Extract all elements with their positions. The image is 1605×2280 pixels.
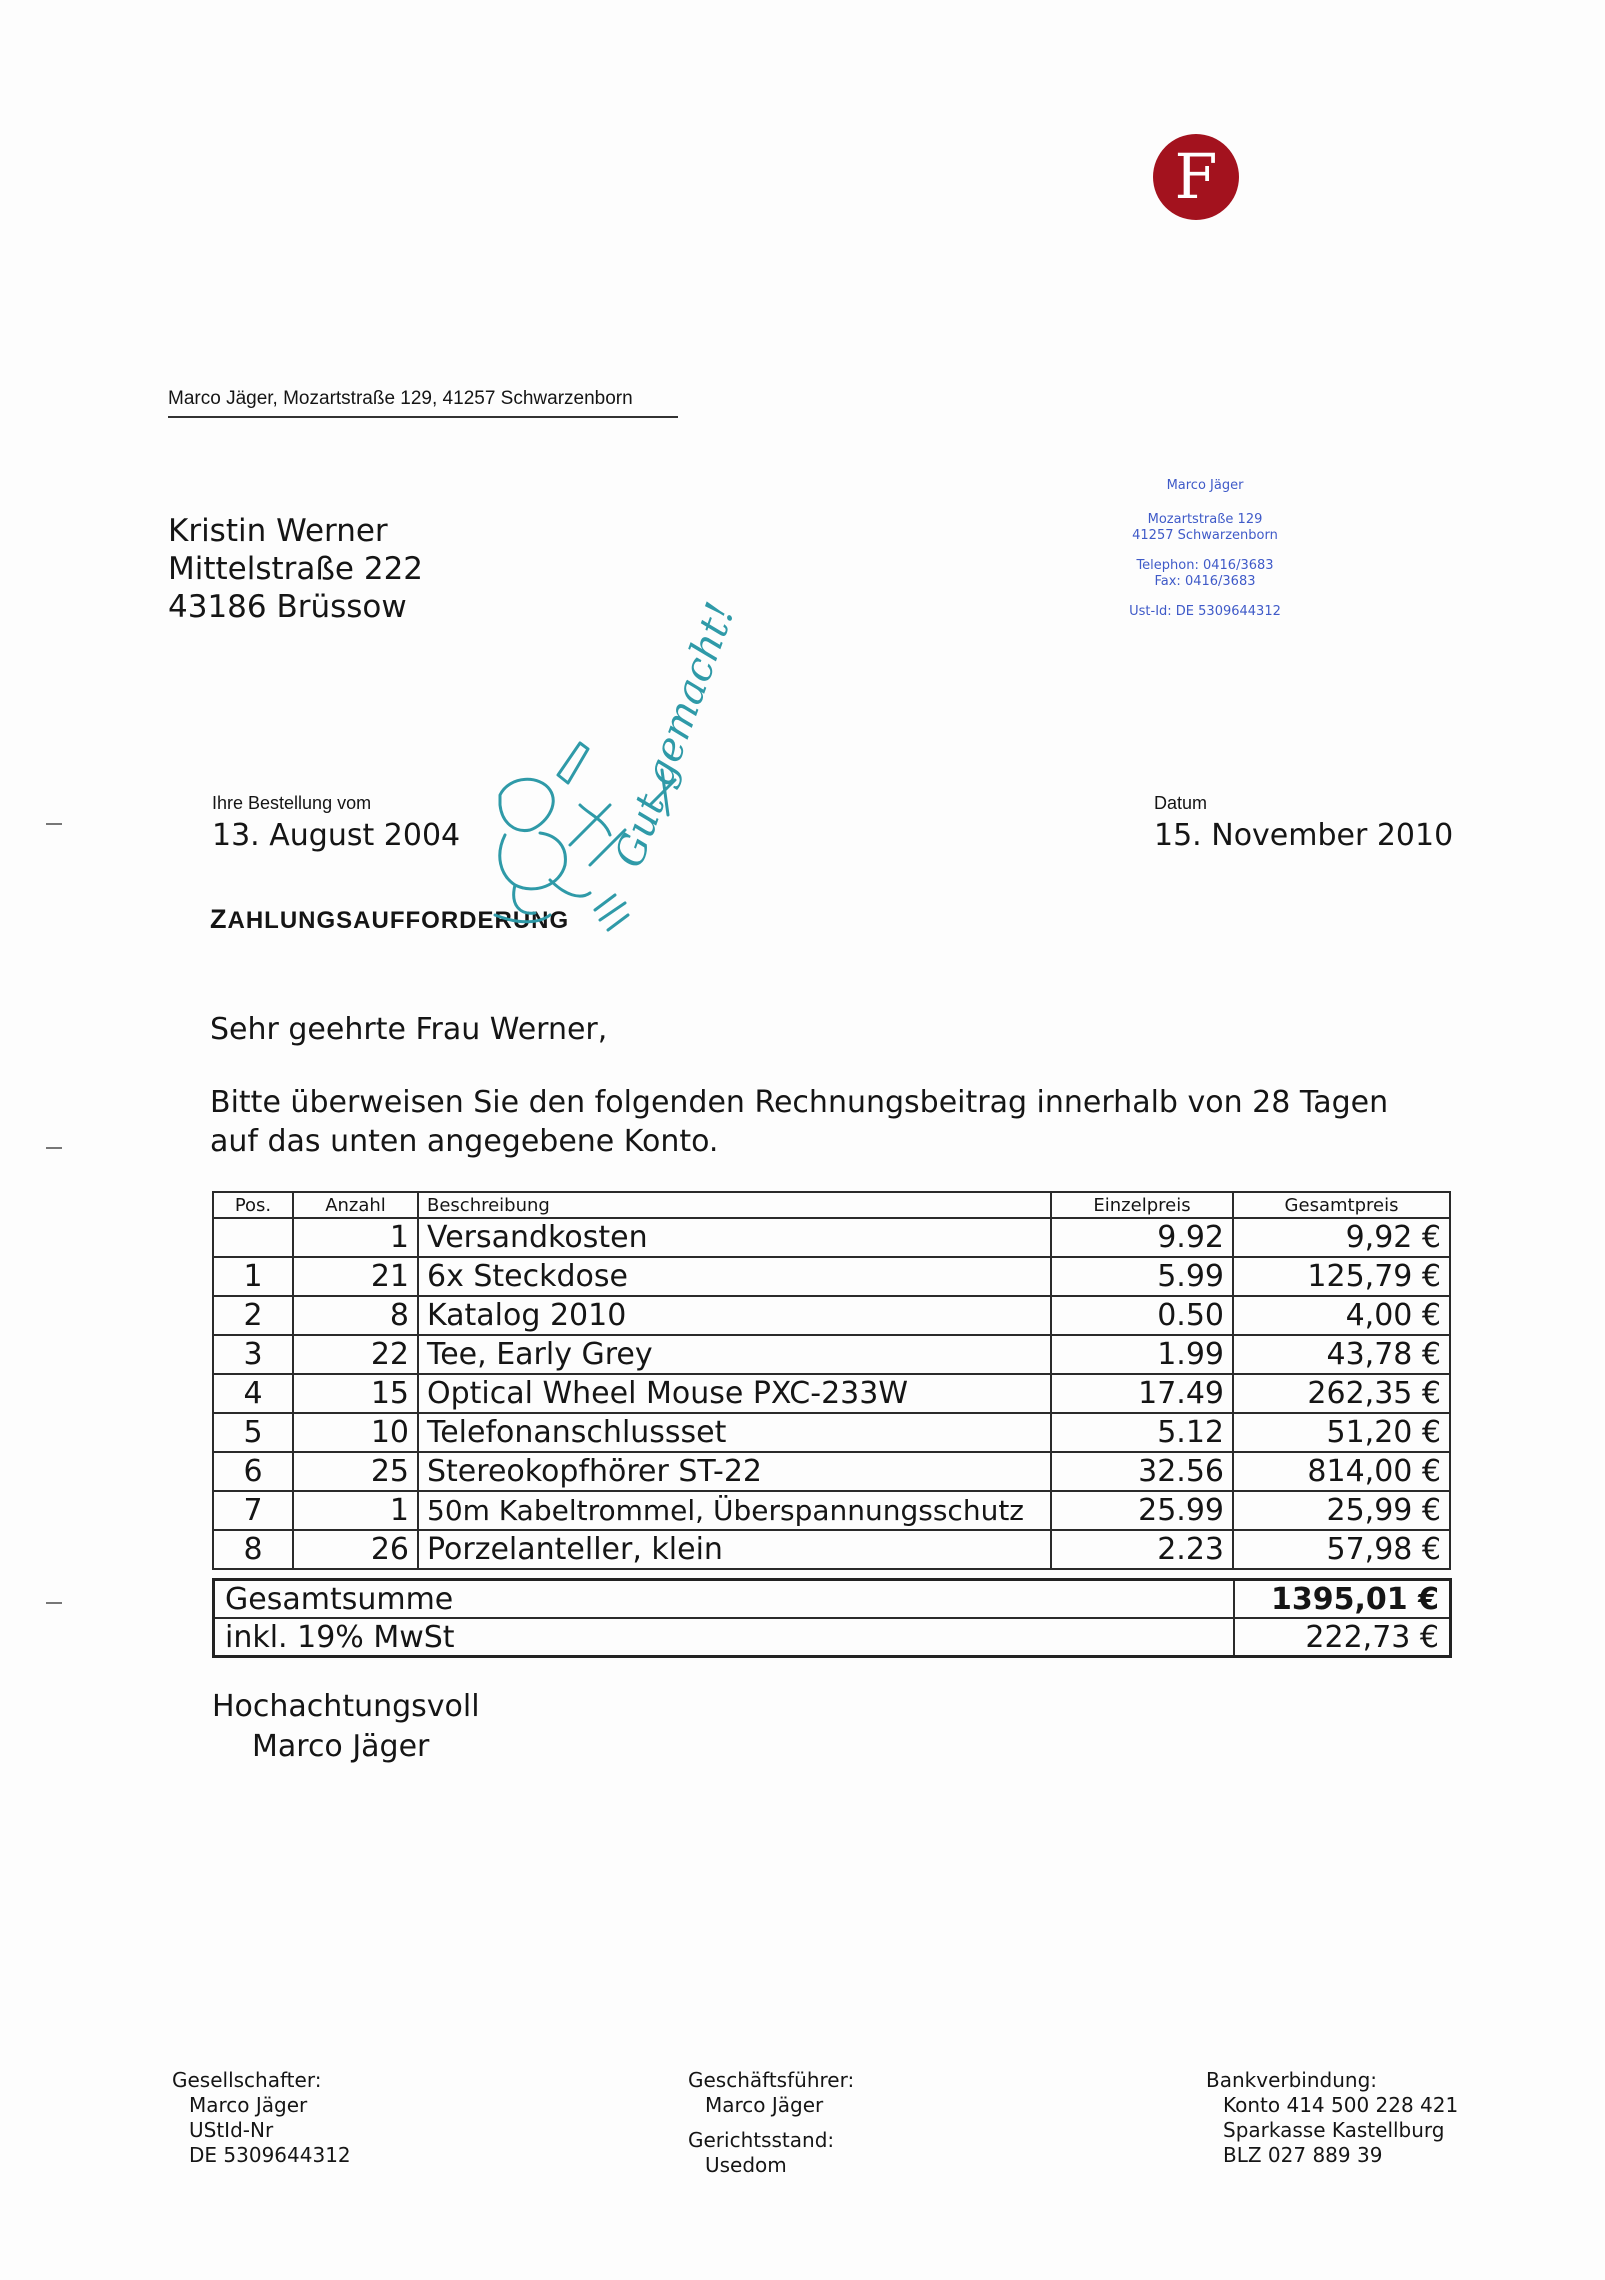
cell-description: Telefonanschlussset — [418, 1413, 1051, 1452]
letter-date: 15. November 2010 — [1154, 818, 1454, 853]
fold-mark — [46, 823, 62, 825]
vat-value: 222,73 € — [1234, 1618, 1451, 1657]
cell-description: Versandkosten — [418, 1218, 1051, 1257]
cell-total-price: 9,92 € — [1233, 1218, 1450, 1257]
order-date-label: Ihre Bestellung vom — [212, 793, 372, 813]
company-logo: F — [1153, 134, 1239, 220]
table-header-row — [213, 1192, 1450, 1218]
footer-vat-label: UStId-Nr — [189, 2118, 274, 2142]
header-qty: Anzahl — [293, 1192, 418, 1218]
cell-unit-price: 2.23 — [1051, 1530, 1233, 1569]
cell-description: Porzelanteller, klein — [418, 1530, 1051, 1569]
footer-shareholder — [172, 2068, 351, 2168]
closing — [212, 1687, 480, 1767]
footer-bank-code: BLZ 027 889 39 — [1223, 2143, 1383, 2167]
cell-total-price: 125,79 € — [1233, 1257, 1450, 1296]
contact-street: Mozartstraße 129 — [1147, 512, 1263, 527]
cell-pos: 1 — [213, 1257, 293, 1296]
cell-unit-price: 5.99 — [1051, 1257, 1233, 1296]
fold-mark — [46, 1147, 62, 1149]
table-row — [213, 1257, 1450, 1296]
invoice-items-table — [212, 1191, 1451, 1570]
cell-pos: 2 — [213, 1296, 293, 1335]
footer-ceo-label: Geschäftsführer: — [688, 2068, 855, 2092]
stamp-text: Gut gemacht! — [606, 596, 745, 874]
contact-phone: Telephon: 0416/3683 — [1136, 558, 1274, 573]
recipient-street: Mittelstraße 222 — [168, 551, 424, 587]
footer-bank-account: Konto 414 500 228 421 — [1223, 2093, 1459, 2117]
footer-management — [688, 2068, 854, 2178]
cell-pos: 8 — [213, 1530, 293, 1569]
cell-pos: 5 — [213, 1413, 293, 1452]
cell-description: Katalog 2010 — [418, 1296, 1051, 1335]
sender-return-address: Marco Jäger, Mozartstraße 129, 41257 Schwarzenborn — [168, 388, 678, 418]
header-pos: Pos. — [213, 1192, 293, 1218]
cell-qty: 15 — [293, 1374, 418, 1413]
cell-description: Tee, Early Grey — [418, 1335, 1051, 1374]
cell-qty: 1 — [293, 1491, 418, 1530]
stamp-gut-gemacht — [440, 596, 745, 975]
cell-qty: 26 — [293, 1530, 418, 1569]
cell-qty: 22 — [293, 1335, 418, 1374]
table-row — [213, 1296, 1450, 1335]
total-value: 1395,01 € — [1234, 1580, 1451, 1619]
closing-greeting: Hochachtungsvoll — [212, 1689, 480, 1724]
cell-qty: 25 — [293, 1452, 418, 1491]
body-line-1: Bitte überweisen Sie den folgenden Rechnungsbeitrag innerhalb von 28 Tagen — [210, 1085, 1389, 1120]
cell-qty: 8 — [293, 1296, 418, 1335]
table-row — [213, 1335, 1450, 1374]
footer-shareholder-name: Marco Jäger — [189, 2093, 308, 2117]
header-unit-price: Einzelpreis — [1051, 1192, 1233, 1218]
cell-total-price: 43,78 € — [1233, 1335, 1450, 1374]
body-line-2: auf das unten angegebene Konto. — [210, 1124, 719, 1159]
cell-unit-price: 32.56 — [1051, 1452, 1233, 1491]
table-row — [213, 1218, 1450, 1257]
table-row — [213, 1413, 1450, 1452]
vat-row — [214, 1618, 1451, 1657]
total-label: Gesamtsumme — [214, 1580, 1234, 1619]
header-total-price: Gesamtpreis — [1233, 1192, 1450, 1218]
footer-ceo-name: Marco Jäger — [705, 2093, 824, 2117]
cell-description: 50m Kabeltrommel, Überspannungsschutz — [418, 1491, 1051, 1530]
contact-vat-id: Ust-Id: DE 5309644312 — [1129, 604, 1281, 619]
cell-pos: 7 — [213, 1491, 293, 1530]
invoice-totals-table — [212, 1578, 1452, 1658]
cell-unit-price: 1.99 — [1051, 1335, 1233, 1374]
cell-unit-price: 17.49 — [1051, 1374, 1233, 1413]
order-date: 13. August 2004 — [212, 818, 461, 853]
letter-subject: ZAHLUNGSAUFFORDERUNG — [210, 904, 570, 934]
salutation: Sehr geehrte Frau Werner, — [210, 1012, 608, 1047]
footer-bank-label: Bankverbindung: — [1206, 2068, 1378, 2092]
recipient-city: 43186 Brüssow — [168, 589, 407, 625]
table-row — [213, 1530, 1450, 1569]
table-row — [213, 1374, 1450, 1413]
cell-unit-price: 5.12 — [1051, 1413, 1233, 1452]
subject-rest: AHLUNGSAUFFORDERUNG — [227, 907, 570, 934]
cell-qty: 1 — [293, 1218, 418, 1257]
cell-unit-price: 9.92 — [1051, 1218, 1233, 1257]
body-text — [210, 1083, 1450, 1161]
cell-total-price: 51,20 € — [1233, 1413, 1450, 1452]
cell-pos: 4 — [213, 1374, 293, 1413]
hole-mark — [46, 1602, 62, 1604]
cell-pos — [213, 1218, 293, 1257]
contact-fax: Fax: 0416/3683 — [1154, 574, 1256, 589]
table-row — [213, 1491, 1450, 1530]
table-row — [213, 1452, 1450, 1491]
cell-unit-price: 0.50 — [1051, 1296, 1233, 1335]
footer-vat-id: DE 5309644312 — [189, 2143, 351, 2167]
cell-pos: 6 — [213, 1452, 293, 1491]
recipient-name: Kristin Werner — [168, 513, 388, 549]
vat-label: inkl. 19% MwSt — [214, 1618, 1234, 1657]
cell-description: 6x Steckdose — [418, 1257, 1051, 1296]
cell-total-price: 57,98 € — [1233, 1530, 1450, 1569]
sender-contact-block — [1080, 478, 1330, 620]
cell-description: Stereokopfhörer ST-22 — [418, 1452, 1051, 1491]
footer-bank — [1206, 2068, 1458, 2168]
closing-signature-name: Marco Jäger — [252, 1729, 430, 1764]
footer-court-label: Gerichtsstand: — [688, 2128, 835, 2152]
cell-total-price: 262,35 € — [1233, 1374, 1450, 1413]
cell-total-price: 4,00 € — [1233, 1296, 1450, 1335]
footer-shareholder-label: Gesellschafter: — [172, 2068, 322, 2092]
cell-qty: 21 — [293, 1257, 418, 1296]
contact-city: 41257 Schwarzenborn — [1132, 528, 1278, 543]
total-row — [214, 1580, 1451, 1619]
cell-pos: 3 — [213, 1335, 293, 1374]
header-description: Beschreibung — [418, 1192, 1051, 1218]
cell-unit-price: 25.99 — [1051, 1491, 1233, 1530]
cell-total-price: 814,00 € — [1233, 1452, 1450, 1491]
footer-court: Usedom — [705, 2153, 787, 2177]
recipient-address — [168, 512, 423, 626]
cell-qty: 10 — [293, 1413, 418, 1452]
contact-name: Marco Jäger — [1166, 478, 1244, 493]
footer-bank-name: Sparkasse Kastellburg — [1223, 2118, 1445, 2142]
cell-total-price: 25,99 € — [1233, 1491, 1450, 1530]
cell-description: Optical Wheel Mouse PXC-233W — [418, 1374, 1051, 1413]
letter-date-label: Datum — [1154, 793, 1208, 813]
